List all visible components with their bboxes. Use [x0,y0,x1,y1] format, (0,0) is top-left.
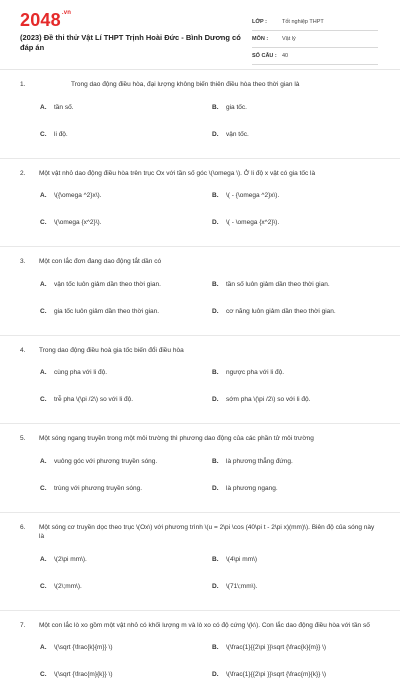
question-2 [0,169,400,248]
question-number: 4. [20,346,39,356]
meta-row-class [252,14,378,31]
option-c[interactable]: C. li độ. [40,131,68,138]
option-b[interactable]: B. gia tốc. [212,104,247,111]
exam-title: (2023) Đề thi thử Vật Lí THPT Trịnh Hoài Đức - Bình Dương có đáp án [20,33,242,53]
meta-row-subject [252,31,378,48]
page-header [0,0,400,62]
meta-value: Vật lý [282,36,296,42]
option-a[interactable]: A. \({\omega ^2}x\). [40,192,102,199]
option-c[interactable]: C. \(\sqrt {\frac{m}{k}} \) [40,671,113,678]
option-d[interactable]: D. \(\frac{1}{{2\pi }}\sqrt {\frac{m}{k}} \) [212,671,326,678]
question-divider [0,246,400,247]
option-d[interactable]: D. \( - \omega {x^2}\). [212,219,279,226]
question-text: Trong dao động điều hòa, đại lượng không biến thiên điều hòa theo thời gian là [39,80,378,90]
option-c[interactable]: C. gia tốc luôn giảm dần theo thời gian. [40,308,159,315]
header-divider [0,69,400,70]
option-a[interactable]: A. tần số. [40,104,74,111]
question-divider [0,423,400,424]
option-c[interactable]: C. trễ pha \(\pi /2\) so với li độ. [40,396,133,403]
question-divider [0,158,400,159]
question-number: 1. [20,80,39,90]
question-number: 3. [20,257,39,267]
question-3 [0,257,400,336]
option-b[interactable]: B. ngược pha với li độ. [212,369,284,376]
option-b[interactable]: B. \( - {\omega ^2}x\). [212,192,279,199]
meta-row-count [252,48,378,65]
question-number: 2. [20,169,39,179]
logo-main: 2048 [20,10,61,30]
question-text: Trong dao động điều hoà gia tốc biến đổi điều hòa [39,346,378,356]
option-b[interactable]: B. \(\frac{1}{{2\pi }}\sqrt {\frac{k}{m}} \) [212,644,326,651]
option-c[interactable]: C. \(\omega {x^2}\). [40,219,102,226]
option-d[interactable]: D. sớm pha \(\pi /2\) so với li độ. [212,396,310,403]
meta-value: 40 [282,53,288,59]
question-text: Một sóng ngang truyền trong một môi trường thì phương dao động của các phần tử môi trường [39,434,378,444]
option-a[interactable]: A. \(2\pi mm\). [40,556,87,563]
option-a[interactable]: A. cùng pha với li độ. [40,369,107,376]
option-c[interactable]: C. \(2\;mm\). [40,583,82,590]
meta-value: Tốt nghiệp THPT [282,19,324,25]
option-d[interactable]: D. cơ năng luôn giảm dần theo thời gian. [212,308,336,315]
site-logo[interactable] [20,10,71,31]
question-list [0,80,400,692]
question-divider [0,610,400,611]
question-7 [0,621,400,692]
option-b[interactable]: B. \(4\pi mm\) [212,556,257,563]
question-number: 5. [20,434,39,444]
option-d[interactable]: D. vận tốc. [212,131,249,138]
meta-key: LỚP : [252,19,282,25]
question-divider [0,512,400,513]
exam-meta [252,14,378,65]
question-5 [0,434,400,513]
logo-suffix: .vn [62,10,71,16]
question-number: 7. [20,621,39,631]
option-a[interactable]: A. vận tốc luôn giảm dần theo thời gian. [40,281,161,288]
question-text: Một con lắc lò xo gồm một vật nhỏ có khối lượng m và lò xo có độ cứng \(k\). Con lắc dao động điều hòa với tần số [39,621,378,631]
option-b[interactable]: B. là phương thẳng đứng. [212,458,293,465]
question-text: Một vật nhỏ dao động điều hòa trên trục Ox với tần số góc \(\omega \). Ở li độ x vật có gia tốc là [39,169,378,179]
option-a[interactable]: A. vuông góc với phương truyền sóng. [40,458,157,465]
option-b[interactable]: B. tần số luôn giảm dần theo thời gian. [212,281,330,288]
meta-key: SỐ CÂU : [252,53,282,59]
option-d[interactable]: D. \(71\;mm\). [212,583,257,590]
question-4 [0,346,400,425]
option-c[interactable]: C. trùng với phương truyền sóng. [40,485,142,492]
question-text: Một con lắc đơn đang dao động tắt dần có [39,257,378,267]
meta-key: MÔN : [252,36,282,42]
option-d[interactable]: D. là phương ngang. [212,485,278,492]
question-text: Một sóng cơ truyền dọc theo trục \(Ox\) với phương trình \(u = 2\pi \cos (40\pi t - 2\pi x)(mm)\). Biên độ của sóng này là [39,523,378,542]
question-6 [0,523,400,611]
question-1 [0,80,400,159]
option-a[interactable]: A. \(\sqrt {\frac{k}{m}} \) [40,644,113,651]
question-number: 6. [20,523,39,542]
question-divider [0,335,400,336]
